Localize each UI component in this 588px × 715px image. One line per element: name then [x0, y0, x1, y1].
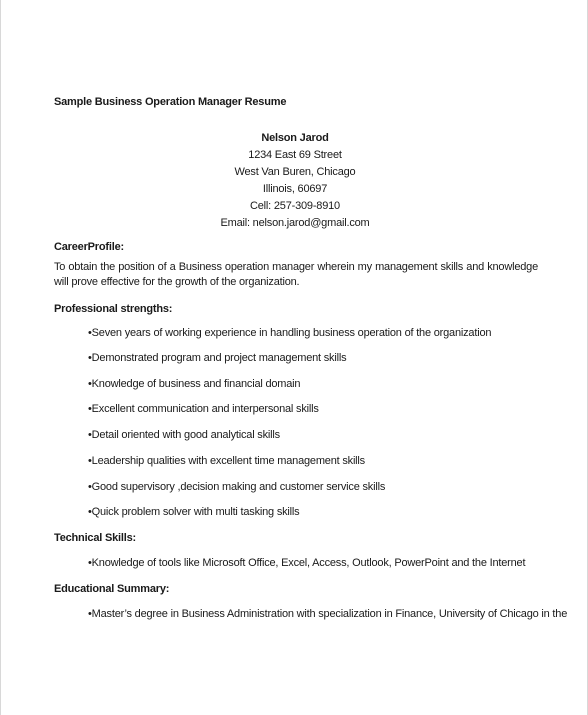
- email-address: Email: nelson.jarod@gmail.com: [220, 217, 370, 229]
- career-profile-text: To obtain the position of a Business operation manager wherein my management skills and knowledge will prove effective for the growth of the organization.: [54, 261, 538, 288]
- document-title: Sample Business Operation Manager Resume: [54, 96, 287, 108]
- education-item: •Master’s degree in Business Administration with specialization in Finance, University of Chicago in the: [88, 608, 568, 620]
- strength-item: •Knowledge of business and financial domain: [88, 378, 301, 390]
- strength-item: •Quick problem solver with multi tasking skills: [88, 506, 300, 518]
- technical-skills-heading: Technical Skills:: [54, 532, 136, 544]
- contact-block: [1, 130, 588, 232]
- strength-item: •Detail oriented with good analytical skills: [88, 429, 280, 441]
- address-city: West Van Buren, Chicago: [234, 166, 356, 178]
- technical-skill-item: •Knowledge of tools like Microsoft Office, Excel, Access, Outlook, PowerPoint and the Internet: [88, 557, 526, 569]
- career-profile-heading: CareerProfile:: [54, 241, 124, 253]
- strength-item: •Demonstrated program and project management skills: [88, 352, 347, 364]
- address-street: 1234 East 69 Street: [248, 149, 342, 161]
- candidate-name: Nelson Jarod: [261, 132, 329, 144]
- phone-number: Cell: 257-309-8910: [250, 200, 340, 212]
- address-state-zip: Illinois, 60697: [262, 183, 328, 195]
- strength-item: •Seven years of working experience in handling business operation of the organization: [88, 327, 492, 339]
- professional-strengths-heading: Professional strengths:: [54, 303, 173, 315]
- strength-item: •Good supervisory ,decision making and customer service skills: [88, 481, 386, 493]
- strength-item: •Excellent communication and interpersonal skills: [88, 403, 319, 415]
- strength-item: •Leadership qualities with excellent time management skills: [88, 455, 365, 467]
- educational-summary-heading: Educational Summary:: [54, 583, 170, 595]
